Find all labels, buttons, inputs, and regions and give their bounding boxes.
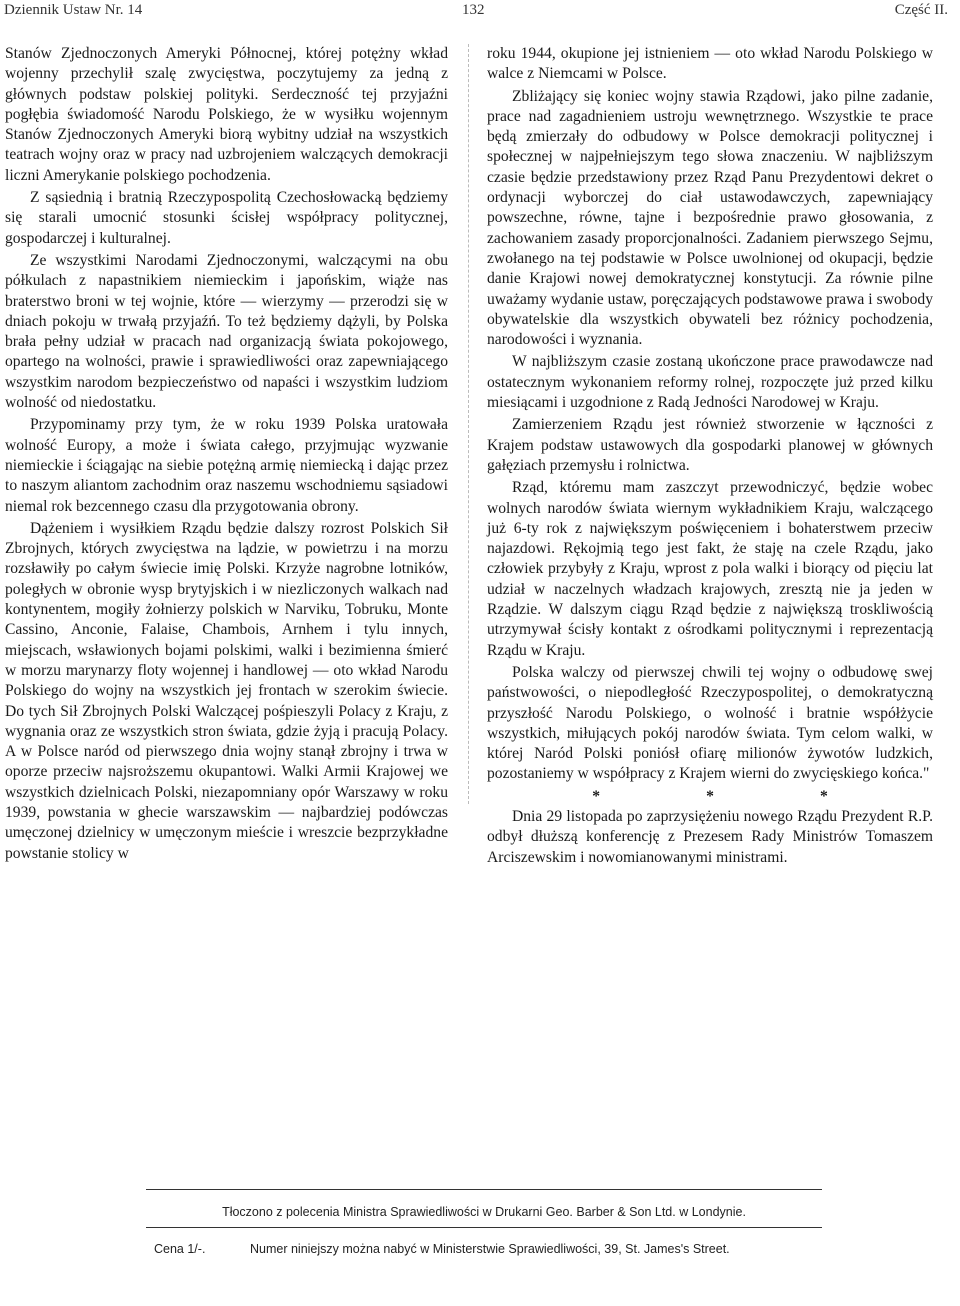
closing-paragraph: Dnia 29 listopada po zaprzysiężeniu nowego Rządu Prezydent R.P. odbył dłuższą konferencję z Prezesem Rady Ministrów Tomaszem Arciszewskim i nowomianowanymi ministrami. <box>487 807 933 866</box>
star-glyph: * <box>706 787 714 805</box>
journal-part: Część II. <box>894 2 948 18</box>
footer-rule-bottom <box>146 1227 822 1228</box>
page-number: 132 <box>462 2 485 18</box>
paragraph: Dążeniem i wysiłkiem Rządu będzie dalszy rozrost Polskich Sił Zbrojnych, których zwycięstwa na lądzie, w powietrzu i na morzu rozsławiły po całym świecie imię Polski. Krzyże nagrobne lotników, poległych w obronie wysp brytyjskich i w niezliczonych walkach nad kontynentem, mogiły żołnierzy polskich w Narviku, Tobruku, Monte Cassino, Anconie, Falaise, Chambois, Arnhem i tylu innych, miejscach, wsławionych bojami polskimi, walki i bezimienna śmierć w morzu marynarzy floty wojennej i handlowej — oto wkład Narodu Polskiego do wojny na wszystkich jej frontach w szerokim świecie. Do tych Sił Zbrojnych Polski Walczącej pośpieszyli Polacy z Kraju, z wygnania oraz ze wszystkich stron świata, gdzie żyją i pracują Polacy. A w Polsce naród od pierwszego dnia wojny stanął zbrojny i trwa w oporze przeciw najsroższemu okupantowi. Walki Armii Krajowej we wszystkich dzielnicach Polski, niezapomniany opór Warszawy w roku 1939, powstania w ghecie warszawskim — najbardziej podówczas umęczonej dzielnicy w umęczonym mieście i wreszcie bezprzykładne powstanie stolicy w <box>5 519 448 862</box>
paragraph: Z sąsiednią i bratnią Rzeczypospolitą Czechosłowacką będziemy się starali umocnić stosunki ścisłej współpracy politycznej, gospodarczej i kulturalnej. <box>5 189 448 247</box>
printer-imprint: Tłoczono z polecenia Ministra Sprawiedliwości w Drukarni Geo. Barber & Son Ltd. w Londynie. <box>222 1205 746 1219</box>
footer-rule-top <box>146 1189 822 1190</box>
paragraph: W najbliższym czasie zostaną ukończone prace prawodawcze nad ostatecznym wykonaniem reformy rolnej, rozpoczęte już przed kilku miesiącami i uzgodnione z Radą Jedności Narodowej w Kraju. <box>487 353 933 412</box>
section-separator-stars <box>487 787 933 807</box>
left-column <box>5 44 448 866</box>
paragraph: Przypominamy przy tym, że w roku 1939 Polska uratowała wolność Europy, a może i świata całego, przyjmując wyzwanie niemieckie i ściągając na siebie potężną armię niemiecką i dając przez to naszym aliantom zachodnim oraz naszemu wschodniemu sąsiadowi niemal rok bezcennego czasu dla przygotowania obrony. <box>5 416 448 515</box>
purchase-note: Numer niniejszy można nabyć w Ministerstwie Sprawiedliwości, 39, St. James's Street. <box>250 1242 730 1256</box>
paragraph: Zbliżający się koniec wojny stawia Rządowi, jako pilne zadanie, prace nad zagadnieniem ustroju wewnętrznego. Wszystkie te prace będą zmierzały do odbudowy w Polsce demokracji politycznej i społecznej w najpełniejszym tego słowa znaczeniu. W najbliższym czasie będzie przedstawiony przez Rząd Panu Prezydentowi dekret o ordynacji wyborczej do ciał ustawodawczych, zapewniający powszechne, równe, tajne i bezpośrednie prawo głosowania, z zachowaniem zasady proporcjonalności. Zadaniem pierwszego Sejmu, zwołanego na tej podstawie w Polsce uwolnionej od okupacji, będzie danie Krajowi nowej demokratycznej konstytucji. Za równie pilne uważamy wydanie ustaw, poręczających podstawowe prawa i swobody obywatelskie dla wszystkich obywateli bez różnicy pochodzenia, narodowości i wyznania. <box>487 87 933 349</box>
column-divider <box>468 44 469 804</box>
paragraph: Zamierzeniem Rządu jest również stworzenie w łączności z Krajem podstaw ustawowych dla gospodarki planowej w głównych gałęziach przemysłu i rolnictwa. <box>487 416 933 474</box>
star-glyph: * <box>592 787 600 805</box>
price-text: Cena 1/-. <box>154 1242 206 1256</box>
star-glyph: * <box>820 787 828 805</box>
right-column <box>487 44 933 870</box>
paragraph: Polska walczy od pierwszej chwili tej wojny o odbudowę swej państwowości, o niepodległość Rzeczypospolitej, o demokratyczną przyszłość Narodu Polskiego, o wolność i bratnie współżycie wszystkich, miłujących pokój narodów świata. Tym celom walki, w której Naród Polski poniósł ofiarę milionów żywotów ludzkich, pozostaniemy w współpracy z Krajem wierni do zwycięskiego końca." <box>487 663 933 783</box>
paragraph: roku 1944, okupione jej istnieniem — oto wkład Narodu Polskiego w walce z Niemcami w Polsce. <box>487 45 933 83</box>
paragraph: Stanów Zjednoczonych Ameryki Północnej, której potężny wkład wojenny przechylił szalę zwycięstwa, poczytujemy za jedną z głównych podstaw polskiej polityki. Serdeczność tej przyjaźni pogłębia świadomość Narodu Polskiego, że w wysiłku wojennym Stanów Zjednoczonych Ameryki biorą wybitny udział na wszystkich teatrach wojny oraz w pracy nad uzbrojeniem walczących demokracji liczni Amerykanie polskiego pochodzenia. <box>5 45 448 184</box>
journal-title: Dziennik Ustaw Nr. 14 <box>4 2 143 18</box>
paragraph: Ze wszystkimi Narodami Zjednoczonymi, walczącymi na obu półkulach z napastnikiem niemieckim i japońskim, wiąże nas braterstwo broni w tej wojnie, które — wierzymy — przerodzi się w dniach pokoju w trwałą przyjaźń. To też będziemy dążyli, by Polska brała pełny udział w pracach nad organizacją świata pokojowego, opartego na wolności, prawie i sprawiedliwości oraz zapewniającego wszystkim narodom bezpieczeństwo od napaści i wszystkim ludziom wolność od niedostatku. <box>5 251 448 412</box>
paragraph: Rząd, któremu mam zaszczyt przewodniczyć, będzie wobec wolnych narodów świata wiernym wykładnikiem Kraju, walczącego już 6-ty rok z największym poświęceniem i bohaterstwem przeciw najazdowi. Rękojmią tego jest fakt, że staję na czele Rządu, jako człowiek przybyły z Kraju, wprost z pola walki i biorący od pięciu lat udział w naczelnych władzach krajowych, zresztą nie ja jeden w Rządzie. W dalszym ciągu Rząd będzie z największą troskliwością utrzymywał ścisły kontakt z ośrodkami politycznymi i reprezentacją Rządu w Kraju. <box>487 479 933 659</box>
